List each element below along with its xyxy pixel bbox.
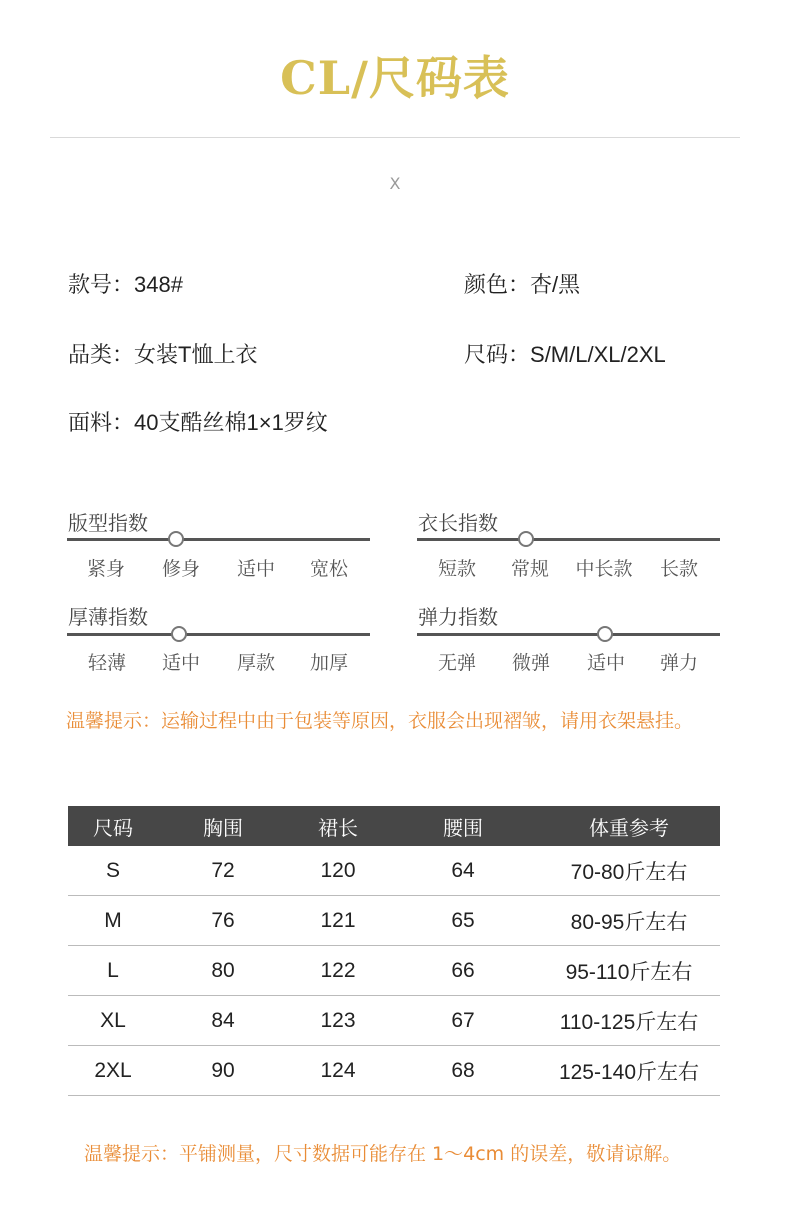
index-thickness-knob: [171, 626, 187, 642]
x-mark: X: [389, 174, 401, 193]
table-row: [68, 896, 720, 946]
table-row: [68, 1046, 720, 1096]
index-length-option: 中长款: [575, 558, 633, 580]
table-cell: 67: [388, 996, 538, 1046]
table-cell: 80: [158, 946, 288, 996]
index-stretch-track: [417, 633, 720, 636]
table-cell: 90: [158, 1046, 288, 1096]
index-thickness-label: 厚薄指数: [68, 605, 148, 629]
table-cell: S: [68, 846, 158, 896]
style-no-label: 款号：: [68, 273, 135, 298]
size-table: [68, 806, 720, 1096]
color-value: 杏/黑: [530, 272, 581, 297]
table-cell: M: [68, 896, 158, 946]
index-stretch-option: 弹力: [659, 652, 698, 674]
table-cell: 68: [388, 1046, 538, 1096]
color-label: 颜色：: [464, 273, 531, 298]
index-length-option: 常规: [510, 558, 549, 580]
index-fit-option: 紧身: [86, 558, 125, 580]
index-stretch-knob: [597, 626, 613, 642]
tip-measurement: 温馨提示：平铺测量，尺寸数据可能存在 1～4cm 的误差，敬请谅解。: [84, 1143, 682, 1165]
title-divider: [50, 137, 740, 138]
table-cell: 80-95斤左右: [538, 896, 720, 946]
index-fit-track: [67, 538, 370, 541]
info-style-no: [68, 268, 183, 299]
table-cell: 110-125斤左右: [538, 996, 720, 1046]
index-fit-option: 宽松: [309, 558, 348, 580]
table-cell: 123: [288, 996, 388, 1046]
index-length-label: 衣长指数: [418, 511, 498, 535]
index-thickness-option: 适中: [161, 652, 200, 674]
table-row: [68, 846, 720, 896]
info-size: [464, 338, 666, 369]
index-fit-option: 修身: [161, 558, 200, 580]
table-cell: 70-80斤左右: [538, 846, 720, 896]
index-fit-label: 版型指数: [68, 511, 148, 535]
index-thickness-track: [67, 633, 370, 636]
index-thickness-option: 轻薄: [87, 652, 126, 674]
info-color: [464, 268, 580, 299]
table-cell: 72: [158, 846, 288, 896]
style-no-value: 348#: [134, 272, 183, 297]
index-thickness-option: 厚款: [236, 652, 275, 674]
category-value: 女装T恤上衣: [134, 342, 258, 367]
table-cell: 76: [158, 896, 288, 946]
table-cell: 64: [388, 846, 538, 896]
table-cell: XL: [68, 996, 158, 1046]
fabric-label: 面料：: [68, 411, 135, 436]
table-header-cell: 裙长: [288, 806, 388, 846]
table-cell: 84: [158, 996, 288, 1046]
index-stretch-option: 适中: [586, 652, 625, 674]
page-title: CL/尺码表: [280, 51, 510, 105]
size-label: 尺码：: [464, 343, 531, 368]
table-header-cell: 腰围: [388, 806, 538, 846]
index-stretch-label: 弹力指数: [418, 605, 498, 629]
table-header-row: [68, 806, 720, 846]
table-cell: 125-140斤左右: [538, 1046, 720, 1096]
category-label: 品类：: [68, 343, 135, 368]
info-fabric: [68, 406, 328, 437]
table-cell: 124: [288, 1046, 388, 1096]
table-header-cell: 体重参考: [538, 806, 720, 846]
table-cell: 121: [288, 896, 388, 946]
info-category: [68, 338, 257, 369]
index-stretch-option: 微弹: [511, 652, 550, 674]
index-stretch-option: 无弹: [437, 652, 476, 674]
index-thickness-option: 加厚: [309, 652, 348, 674]
table-cell: 2XL: [68, 1046, 158, 1096]
index-fit-option: 适中: [236, 558, 275, 580]
table-cell: 66: [388, 946, 538, 996]
table-row: [68, 946, 720, 996]
index-length-track: [417, 538, 720, 541]
index-fit-knob: [168, 531, 184, 547]
table-cell: 122: [288, 946, 388, 996]
size-value: S/M/L/XL/2XL: [530, 342, 666, 367]
tip-shipping: 温馨提示：运输过程中由于包装等原因，衣服会出现褶皱，请用衣架悬挂。: [66, 710, 694, 732]
table-cell: 65: [388, 896, 538, 946]
table-cell: 95-110斤左右: [538, 946, 720, 996]
table-header-cell: 胸围: [158, 806, 288, 846]
table-cell: 120: [288, 846, 388, 896]
table-header-cell: 尺码: [68, 806, 158, 846]
fabric-value: 40支酷丝棉1×1罗纹: [134, 410, 328, 435]
index-length-option: 长款: [659, 558, 698, 580]
table-cell: L: [68, 946, 158, 996]
index-length-option: 短款: [437, 558, 476, 580]
index-length-knob: [518, 531, 534, 547]
table-row: [68, 996, 720, 1046]
